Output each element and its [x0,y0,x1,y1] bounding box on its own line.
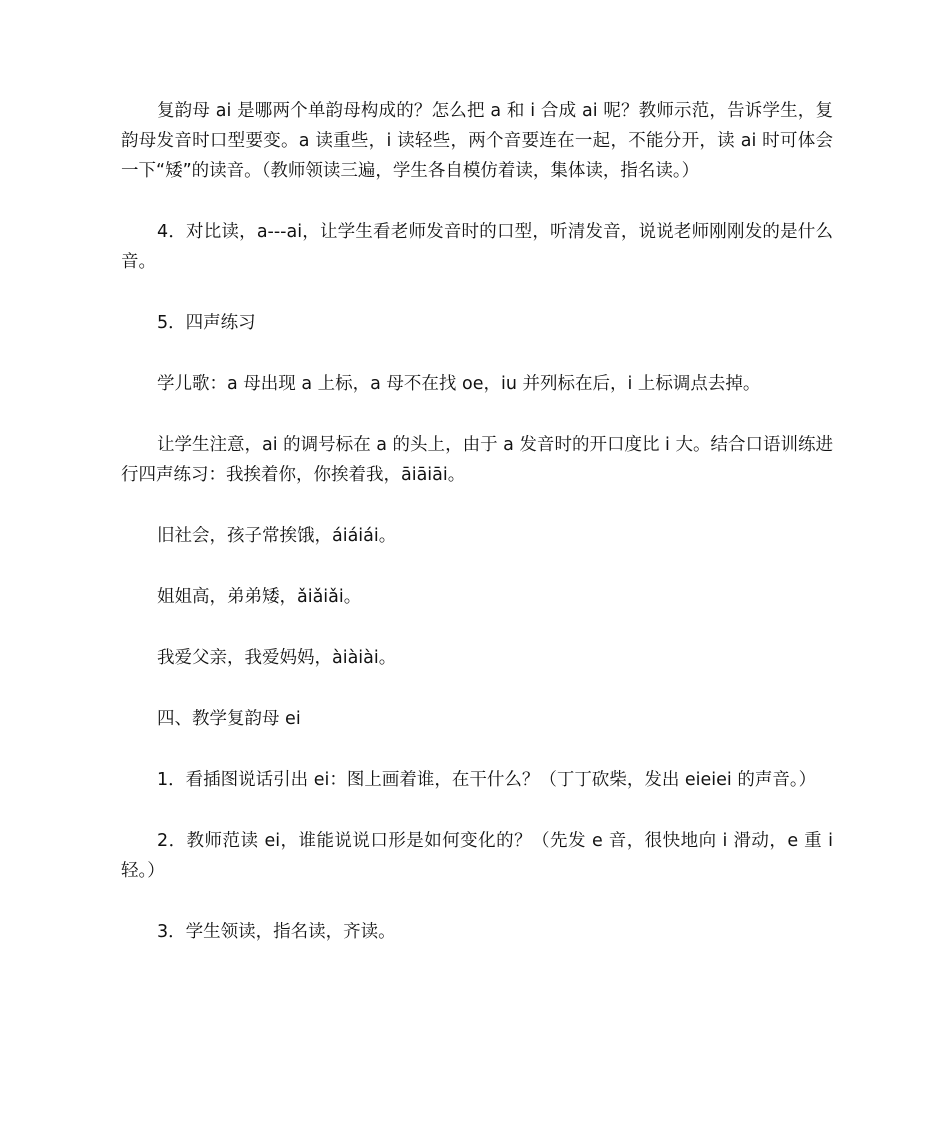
paragraph-ai-explanation: 复韵母 ai 是哪两个单韵母构成的？怎么把 a 和 i 合成 ai 呢？教师示范，告诉学生，复韵母发音时口型要变。a 读重些，i 读轻些，两个音要连在一起，不能分开，读 ai 时可体会一下“矮”的读音。（教师领读三遍，学生各自模仿着读，集体读，指名读。） [121,101,833,181]
section-heading-ei: 四、教学复韵母 ei [157,709,301,729]
paragraph-tone-example-2: 旧社会，孩子常挨饿，áiáiái。 [157,526,397,546]
document-body [121,96,833,978]
paragraph-compare-reading: 4．对比读，a---ai，让学生看老师发音时的口型，听清发音，说说老师刚刚发的是什么音。 [121,222,833,272]
paragraph-ei-step-1: 1．看插图说话引出 ei：图上画着谁，在干什么？（丁丁砍柴，发出 eieiei 的声音。） [157,770,817,790]
paragraph-four-tones-heading: 5．四声练习 [157,313,256,333]
paragraph-nursery-rhyme: 学儿歌：a 母出现 a 上标，a 母不在找 oe，iu 并列标在后，i 上标调点去掉。 [157,374,761,394]
paragraph-tone-example-4: 我爱父亲，我爱妈妈，àiàiài。 [157,648,397,668]
paragraph-tone-example-3: 姐姐高，弟弟矮，ǎiǎiǎi。 [157,587,362,607]
paragraph-ei-step-2: 2．教师范读 ei，谁能说说口形是如何变化的？（先发 e 音，很快地向 i 滑动，e 重 i 轻。） [121,831,833,881]
paragraph-ei-step-3: 3．学生领读，指名读，齐读。 [157,922,396,942]
paragraph-tone-mark-note: 让学生注意，ai 的调号标在 a 的头上，由于 a 发音时的开口度比 i 大。结合口语训练进行四声练习：我挨着你，你挨着我，āiāiāi。 [121,435,833,485]
